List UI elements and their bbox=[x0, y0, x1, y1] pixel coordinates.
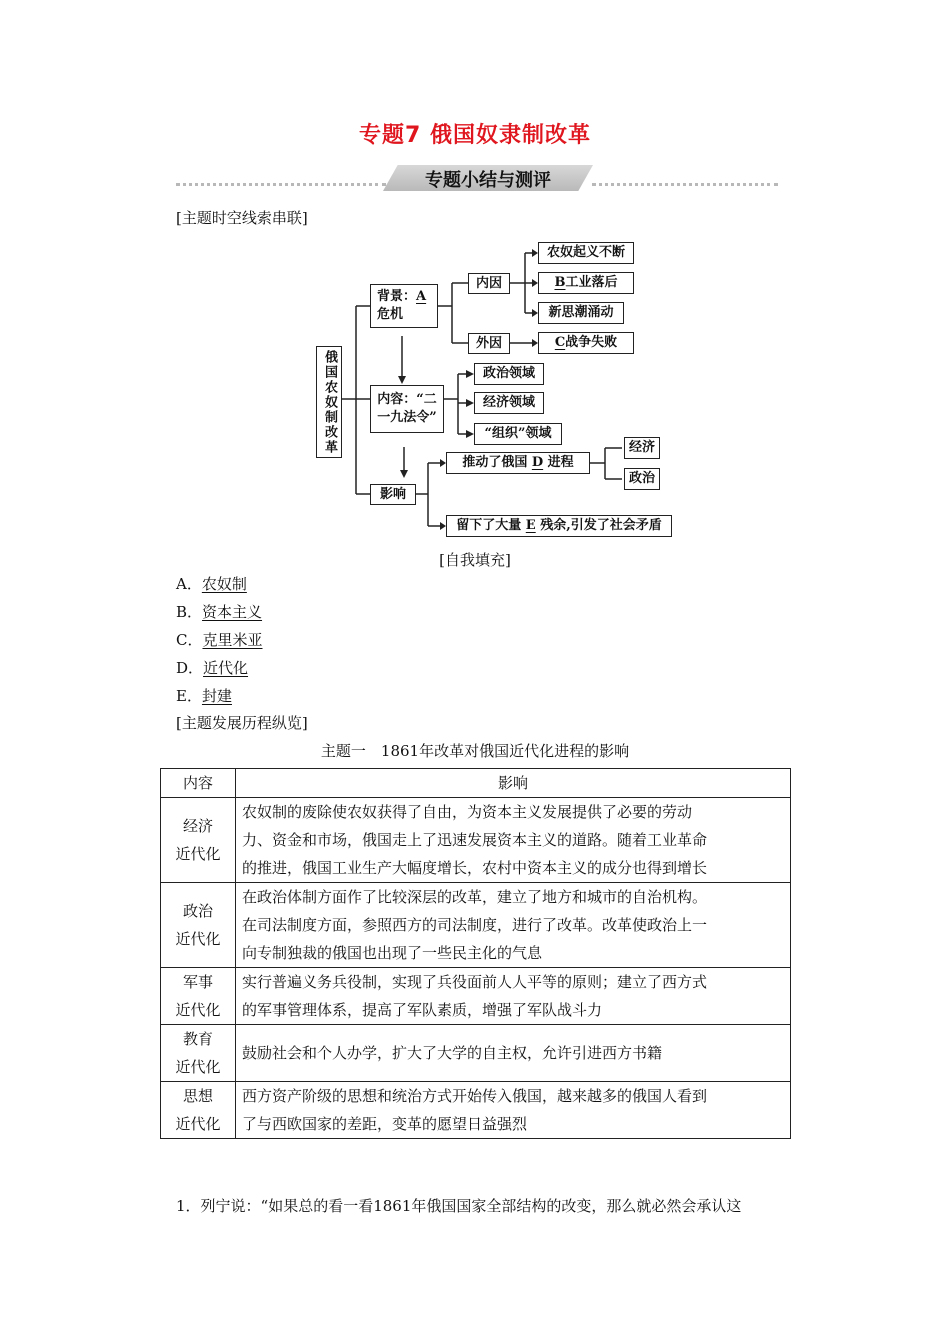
impact-1-letter: D bbox=[531, 455, 544, 470]
dotted-divider-left bbox=[176, 183, 386, 186]
diagram-internal-item-1: 农奴起义不断 bbox=[538, 242, 634, 264]
answer-value: 克里米亚 bbox=[202, 631, 263, 649]
table-row bbox=[161, 968, 791, 1025]
impact-2-prefix: 留下了大量 bbox=[456, 518, 522, 533]
table-header-row bbox=[161, 769, 791, 798]
diagram-impact-1-item-politics: 政治 bbox=[624, 468, 660, 490]
diagram-internal-item-3: 新思潮涌动 bbox=[538, 302, 624, 324]
impact-line: 农奴制的废除使农奴获得了自由，为资本主义发展提供了必要的劳动 bbox=[242, 803, 693, 821]
category-line-1: 经济 bbox=[182, 817, 213, 835]
impact-line: 鼓励社会和个人办学，扩大了大学的自主权，允许引进西方书籍 bbox=[242, 1044, 663, 1062]
row-category bbox=[161, 798, 236, 883]
impact-1-suffix: 进程 bbox=[547, 455, 574, 470]
diagram-external-cause: 外因 bbox=[468, 333, 510, 354]
content-line-2: 一九法令” bbox=[377, 410, 437, 425]
row-category bbox=[161, 1082, 236, 1139]
category-line-2: 近代化 bbox=[175, 1115, 221, 1133]
background-suffix: 危机 bbox=[377, 307, 404, 322]
table-row bbox=[161, 883, 791, 968]
table-row bbox=[161, 1082, 791, 1139]
table-header-content: 内容 bbox=[161, 769, 236, 798]
impact-table bbox=[160, 768, 791, 1139]
impact-1-prefix: 推动了俄国 bbox=[462, 455, 528, 470]
answer-value: 资本主义 bbox=[202, 603, 263, 621]
answer-label: A． bbox=[176, 575, 202, 593]
impact-line: 在政治体制方面作了比较深层的改革，建立了地方和城市的自治机构。 bbox=[242, 888, 708, 906]
answer-b bbox=[176, 602, 262, 622]
row-impact bbox=[236, 798, 791, 883]
section-banner-text: 专题小结与测评 bbox=[425, 170, 551, 191]
content-line-1: 内容：“二 bbox=[377, 392, 437, 407]
answer-value: 近代化 bbox=[203, 659, 249, 677]
impact-2-suffix: 残余,引发了社会矛盾 bbox=[540, 518, 662, 533]
row-category bbox=[161, 968, 236, 1025]
table-header-impact: 影响 bbox=[236, 769, 791, 798]
impact-line: 力、资金和市场，俄国走上了迅速发展资本主义的道路。随着工业革命 bbox=[242, 831, 708, 849]
diagram-content-item-1: 政治领域 bbox=[474, 363, 544, 385]
diagram-internal-item-2 bbox=[538, 272, 634, 294]
category-line-2: 近代化 bbox=[175, 845, 221, 863]
row-impact bbox=[236, 968, 791, 1025]
table-row bbox=[161, 798, 791, 883]
diagram-content-item-2: 经济领域 bbox=[474, 392, 544, 414]
section-heading-timeline: [主题时空线索串联] bbox=[176, 209, 308, 227]
dotted-divider-right bbox=[592, 183, 778, 186]
background-letter: A bbox=[416, 289, 427, 304]
diagram-impact-box: 影响 bbox=[370, 484, 416, 505]
impact-line: 实行普遍义务兵役制，实现了兵役面前人人平等的原则；建立了西方式 bbox=[242, 973, 708, 991]
answer-a bbox=[176, 574, 247, 594]
answer-e bbox=[176, 686, 232, 706]
category-line-2: 近代化 bbox=[175, 930, 221, 948]
external-item-letter: C bbox=[554, 335, 566, 350]
section-heading-development: [主题发展历程纵览] bbox=[176, 714, 308, 732]
impact-line: 在司法制度方面，参照西方的司法制度，进行了改革。改革使政治上一 bbox=[242, 916, 708, 934]
category-line-1: 思想 bbox=[182, 1087, 213, 1105]
answer-d bbox=[176, 658, 248, 678]
answer-value: 农奴制 bbox=[201, 575, 247, 593]
row-impact bbox=[236, 883, 791, 968]
page-title: 专题7 俄国奴隶制改革 bbox=[359, 123, 591, 148]
row-category bbox=[161, 883, 236, 968]
impact-line: 的军事管理体系，提高了军队素质，增强了军队战斗力 bbox=[242, 1001, 603, 1019]
diagram-impact-1-item-economy: 经济 bbox=[624, 437, 660, 459]
diagram-root-box: 俄国农奴制改革 bbox=[316, 346, 342, 458]
impact-line: 向专制独裁的俄国也出现了一些民主化的气息 bbox=[242, 944, 543, 962]
answer-label: C． bbox=[176, 631, 203, 649]
internal-item-2-letter: B bbox=[554, 275, 566, 290]
answer-label: E． bbox=[176, 687, 202, 705]
impact-2-letter: E bbox=[525, 518, 536, 533]
answer-label: B． bbox=[176, 603, 203, 621]
answer-label: D． bbox=[176, 659, 204, 677]
impact-line: 了与西欧国家的差距，变革的愿望日益强烈 bbox=[242, 1115, 528, 1133]
impact-line: 西方资产阶级的思想和统治方式开始传入俄国，越来越多的俄国人看到 bbox=[242, 1087, 708, 1105]
internal-item-2-text: 工业落后 bbox=[565, 275, 618, 290]
diagram-impact-1 bbox=[446, 452, 590, 474]
diagram-external-item bbox=[538, 332, 634, 354]
external-item-text: 战争失败 bbox=[565, 335, 618, 350]
diagram-content-box bbox=[370, 385, 444, 433]
category-line-2: 近代化 bbox=[175, 1058, 221, 1076]
table-title: 主题一 1861年改革对俄国近代化进程的影响 bbox=[320, 742, 630, 760]
answer-value: 封建 bbox=[201, 687, 232, 705]
answer-c bbox=[176, 630, 263, 650]
diagram-impact-2 bbox=[446, 515, 672, 537]
category-line-1: 军事 bbox=[182, 973, 213, 991]
diagram-internal-cause: 内因 bbox=[468, 273, 510, 294]
concept-diagram bbox=[300, 236, 680, 536]
impact-line: 的推进，俄国工业生产大幅度增长，农村中资本主义的成分也得到增长 bbox=[242, 859, 708, 877]
table-row bbox=[161, 1025, 791, 1082]
category-line-2: 近代化 bbox=[175, 1001, 221, 1019]
background-prefix: 背景： bbox=[377, 289, 417, 304]
category-line-1: 政治 bbox=[182, 902, 213, 920]
category-line-1: 教育 bbox=[182, 1030, 213, 1048]
question-1: 1．列宁说：“如果总的看一看1861年俄国国家全部结构的改变，那么就必然会承认这 bbox=[176, 1197, 742, 1215]
fill-heading: [自我填充] bbox=[439, 551, 511, 569]
row-category bbox=[161, 1025, 236, 1082]
diagram-content-item-3: “组织”领域 bbox=[474, 423, 562, 445]
row-impact bbox=[236, 1025, 791, 1082]
diagram-background-box bbox=[370, 284, 438, 328]
row-impact bbox=[236, 1082, 791, 1139]
